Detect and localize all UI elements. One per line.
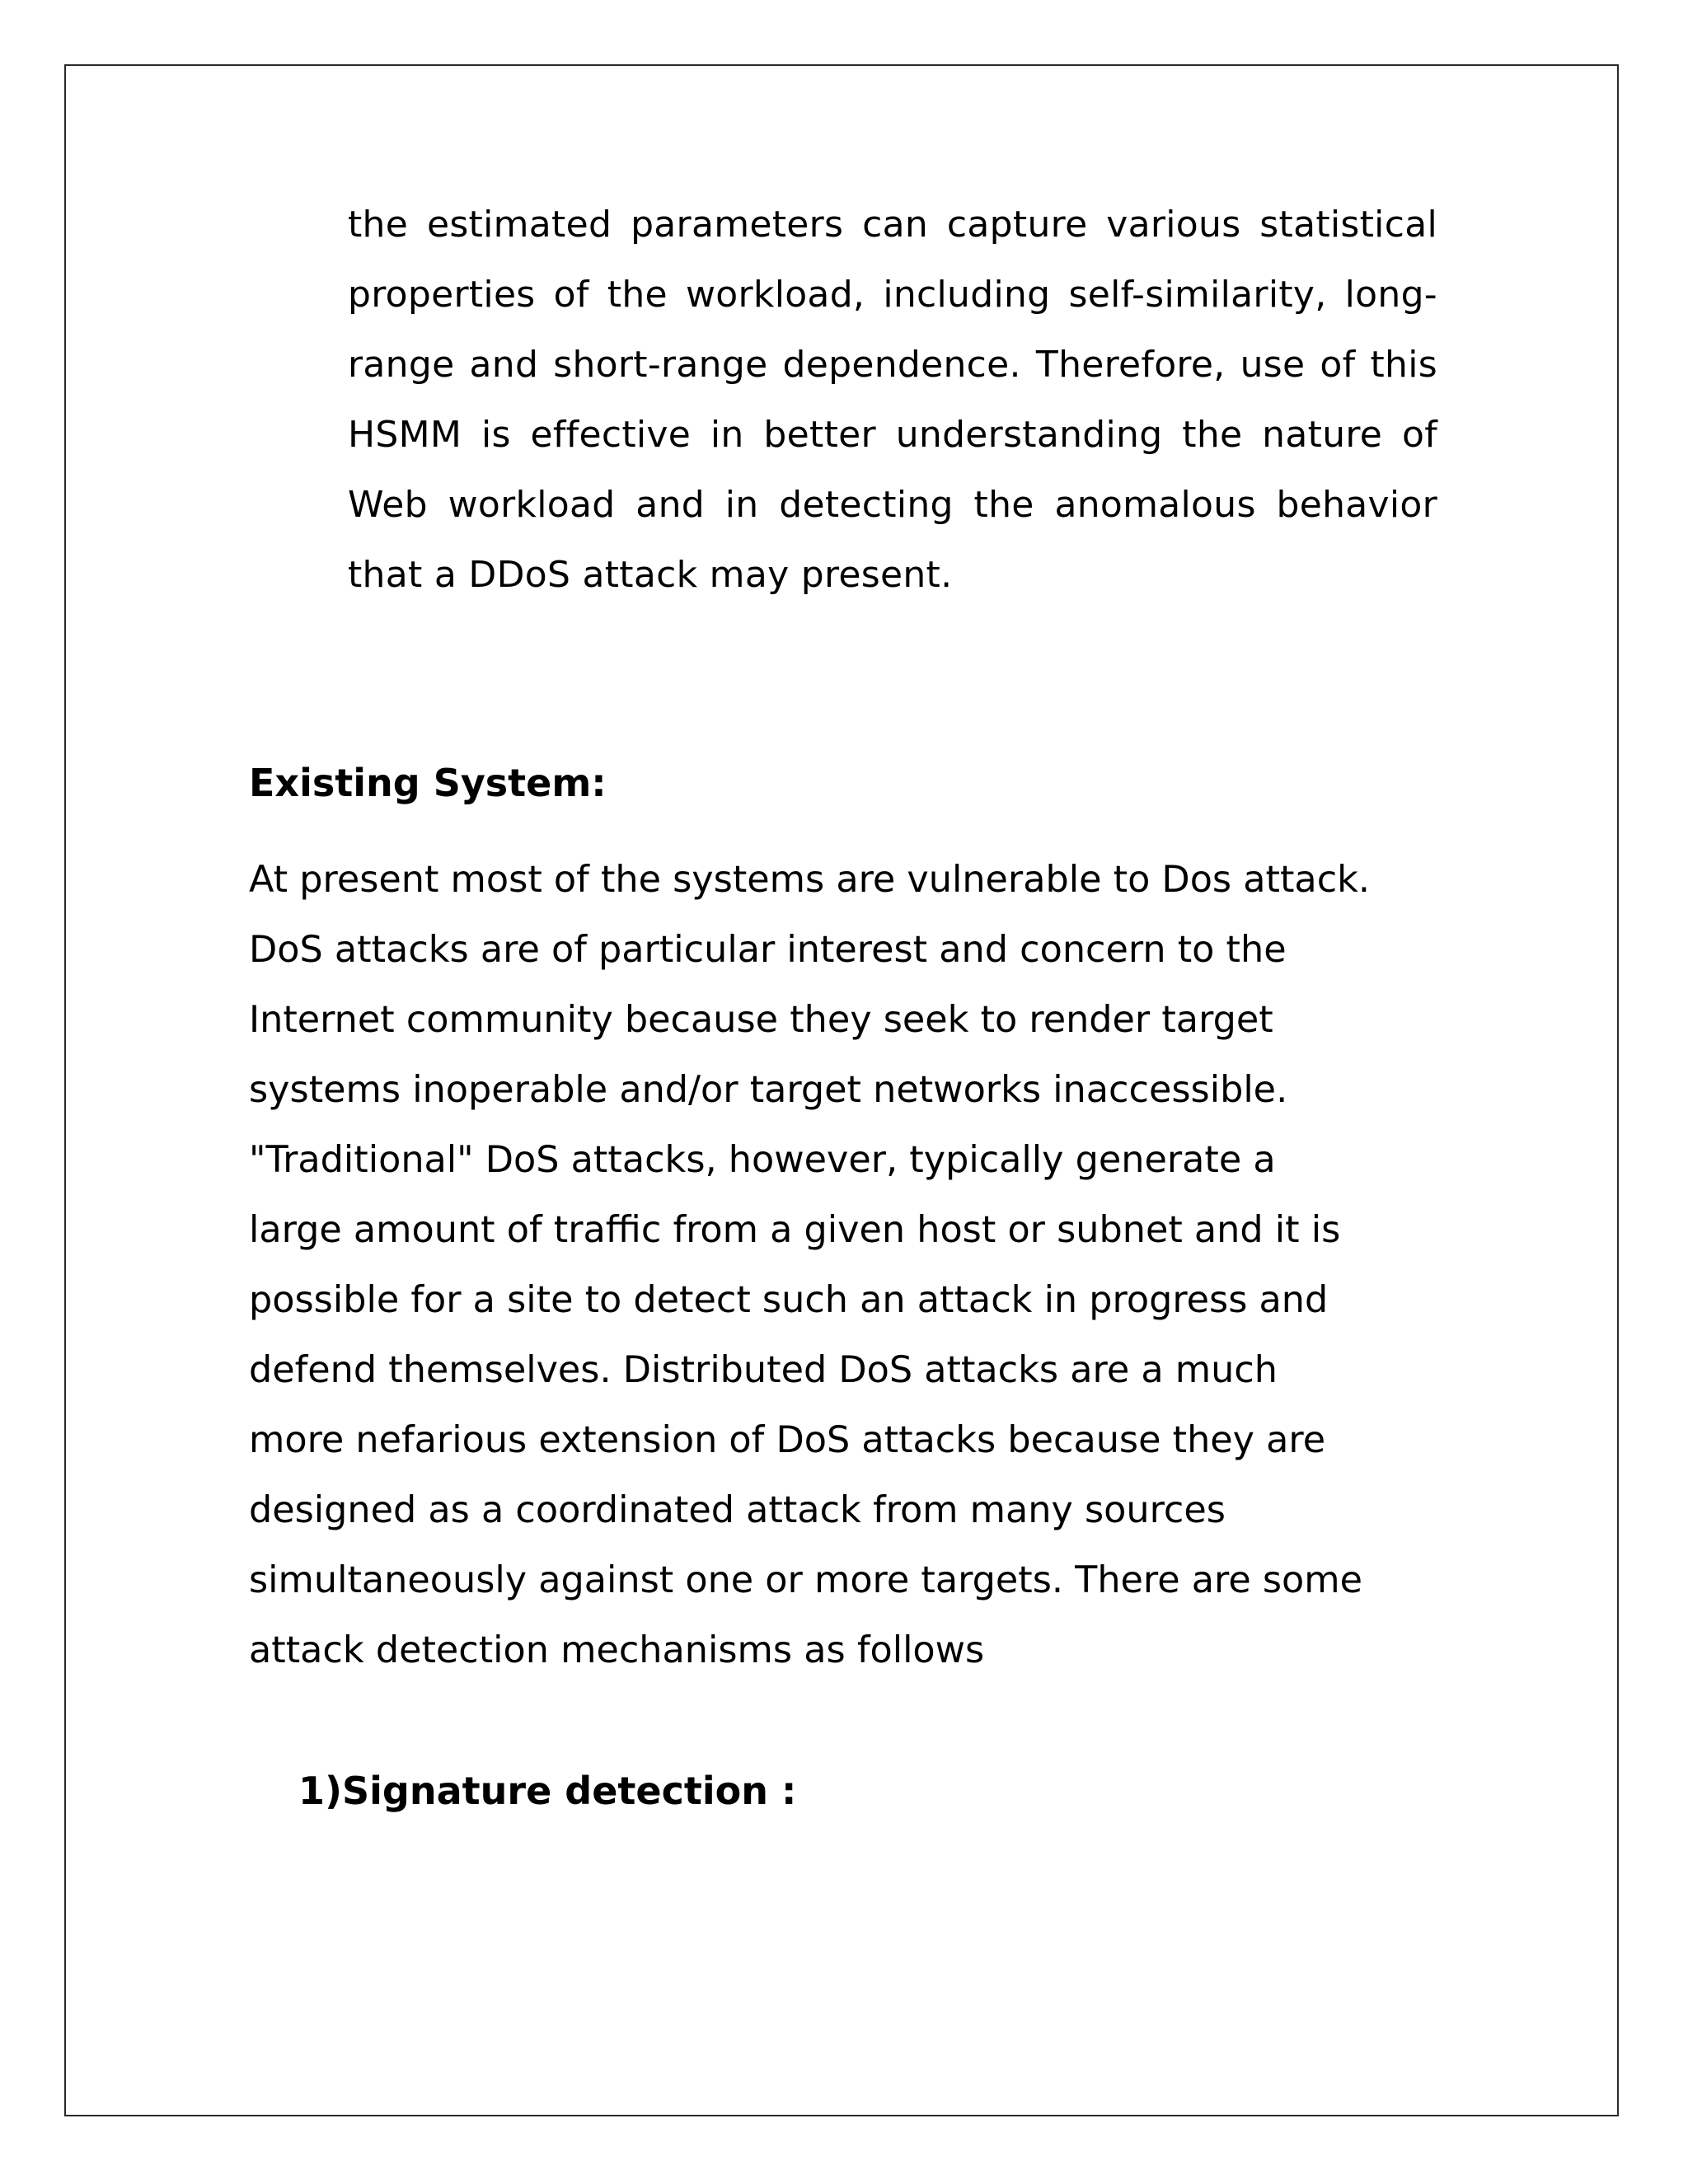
intro-paragraph: the estimated parameters can capture various statistical properties of the workload, including self-similarity, long-range and short-range dependence. Therefore, use of this HSMM is effective in better understanding the nature of Web workload and in detecting the anomalous behavior that a DDoS attack may present.: [348, 204, 1437, 596]
existing-system-paragraph: At present most of the systems are vulnerable to Dos attack. DoS attacks are of particular interest and concern to the Internet community because they seek to render target systems inoperable and/or target networks inaccessible. "Traditional" DoS attacks, however, typically generate a large amount of traffic from a given host or subnet and it is possible for a site to detect such an attack in progress and defend themselves. Distributed DoS attacks are a much more nefarious extension of DoS attacks because they are designed as a coordinated attack from many sources simultaneously against one or more targets. There are some attack detection mechanisms as follows: [249, 859, 1371, 1671]
subsection-number: 1): [298, 1769, 343, 1813]
subsection-title: Signature detection :: [342, 1769, 797, 1813]
signature-detection-heading: [298, 1756, 796, 1826]
existing-system-heading: Existing System:: [249, 761, 607, 805]
